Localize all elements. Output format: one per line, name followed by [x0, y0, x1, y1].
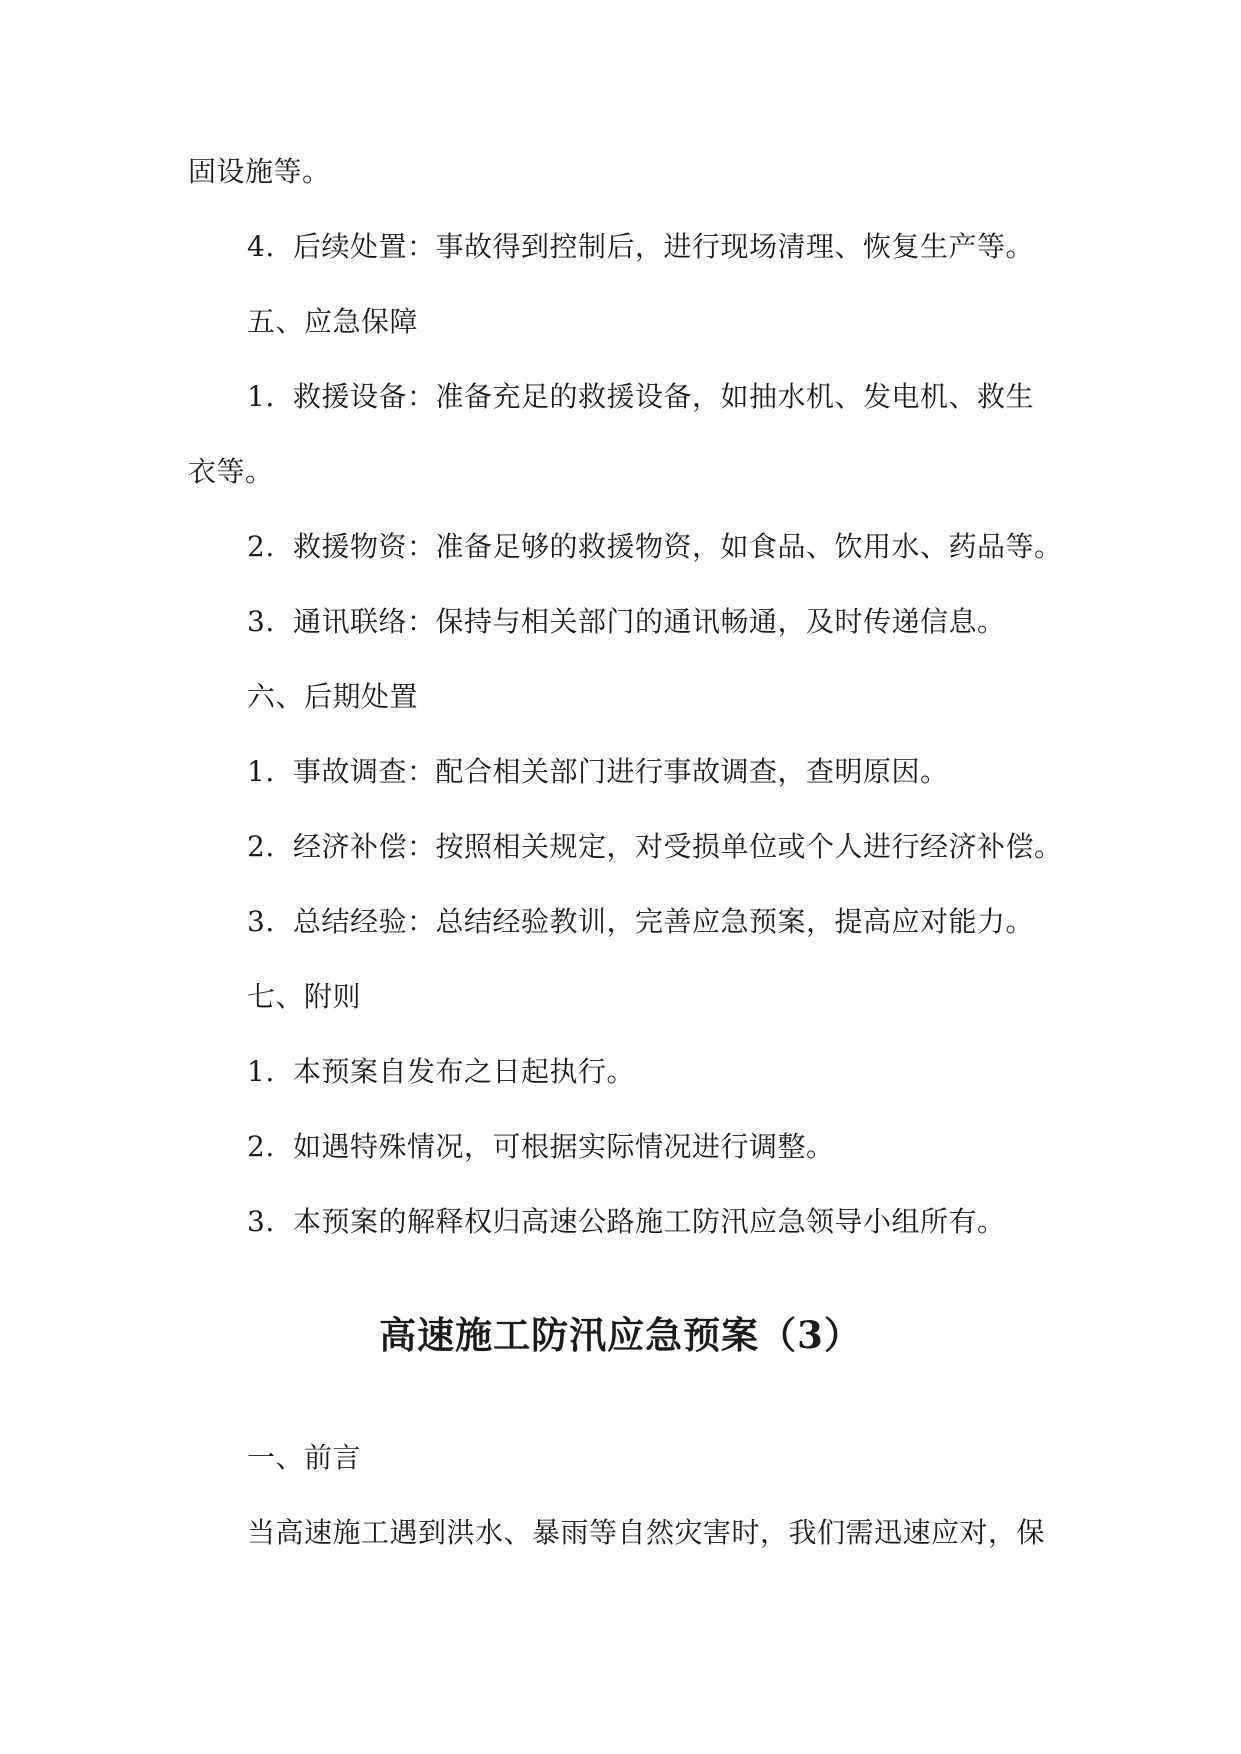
line-text: 通讯联络：保持与相关部门的通讯畅通，及时传递信息。 — [293, 605, 1006, 638]
section-heading — [247, 302, 418, 342]
section-heading — [247, 977, 361, 1017]
list-item — [247, 752, 949, 792]
paragraph-continuation — [188, 152, 331, 192]
line-text: 后续处置：事故得到控制后，进行现场清理、恢复生产等。 — [293, 230, 1035, 263]
list-number: 1. — [247, 755, 275, 788]
line-text: 经济补偿：按照相关规定，对受损单位或个人进行经济补偿。 — [293, 830, 1063, 863]
paragraph-continuation — [188, 452, 274, 492]
line-text: 本预案自发布之日起执行。 — [293, 1055, 636, 1088]
line-text: 救援物资：准备足够的救援物资，如食品、饮用水、药品等。 — [293, 530, 1063, 563]
section-heading — [247, 677, 418, 717]
list-item — [247, 827, 1063, 867]
line-text: 事故调查：配合相关部门进行事故调查，查明原因。 — [293, 755, 949, 788]
list-item — [247, 1127, 835, 1167]
line-text: 总结经验：总结经验教训，完善应急预案，提高应对能力。 — [293, 905, 1035, 938]
list-number: 2. — [247, 530, 275, 563]
list-item — [247, 902, 1034, 942]
line-text: 救援设备：准备充足的救援设备，如抽水机、发电机、救生 — [293, 380, 1035, 413]
list-item — [247, 527, 1063, 567]
line-text: 本预案的解释权归高速公路施工防汛应急领导小组所有。 — [293, 1205, 1006, 1238]
line-text: 当高速施工遇到洪水、暴雨等自然灾害时，我们需迅速应对，保 — [247, 1516, 1046, 1549]
line-text: 如遇特殊情况，可根据实际情况进行调整。 — [293, 1130, 835, 1163]
list-number: 4. — [247, 230, 275, 263]
heading-text: 六、后期处置 — [247, 680, 419, 713]
list-item — [247, 602, 1006, 642]
list-number: 2. — [247, 830, 275, 863]
list-item — [247, 1202, 1006, 1242]
line-text: 衣等。 — [188, 455, 274, 488]
list-number: 3. — [247, 1205, 275, 1238]
list-number: 1. — [247, 380, 275, 413]
list-number: 2. — [247, 1130, 275, 1163]
list-item — [247, 377, 1034, 417]
section-heading — [247, 1438, 361, 1478]
heading-text: 五、应急保障 — [247, 305, 419, 338]
line-text: 固设施等。 — [188, 155, 331, 188]
list-number: 1. — [247, 1055, 275, 1088]
list-item — [247, 227, 1034, 267]
paragraph-first-line — [247, 1513, 1045, 1553]
list-number: 3. — [247, 605, 275, 638]
list-item — [247, 1052, 635, 1092]
document-title: 高速施工防汛应急预案（3） — [379, 1313, 862, 1357]
list-number: 3. — [247, 905, 275, 938]
heading-text: 一、前言 — [247, 1441, 362, 1474]
heading-text: 七、附则 — [247, 980, 362, 1013]
